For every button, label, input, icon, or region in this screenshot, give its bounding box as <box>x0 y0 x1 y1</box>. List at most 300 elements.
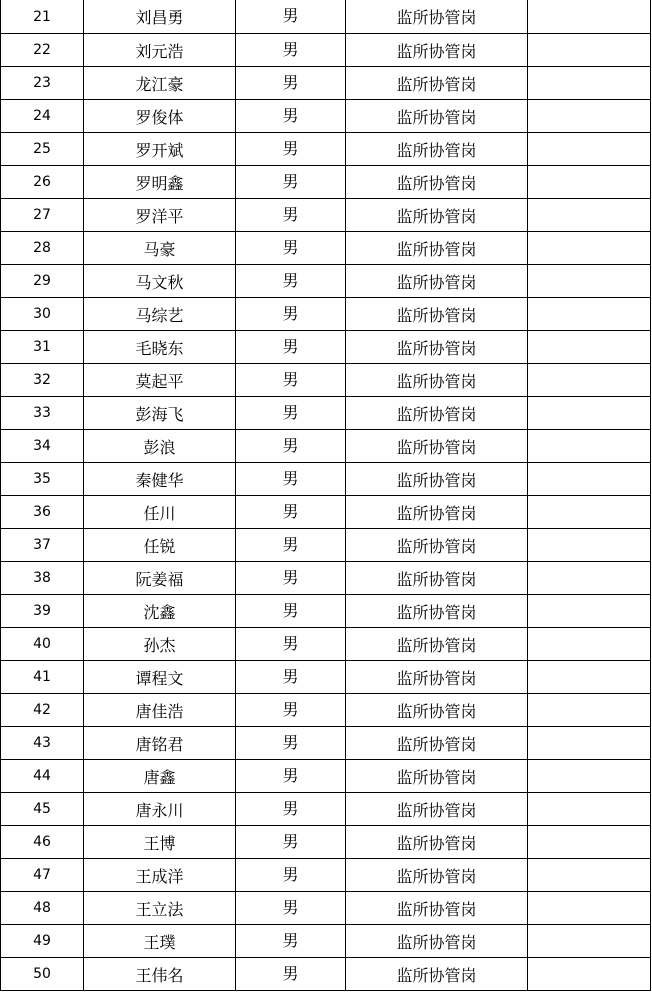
roster-table-body <box>1 0 651 991</box>
name-cell-text: 任锐 <box>143 536 176 556</box>
remark-cell <box>528 694 651 727</box>
post-cell-text: 监所协管岗 <box>396 503 477 523</box>
gender-cell-text: 男 <box>282 732 299 752</box>
remark-cell <box>528 925 651 958</box>
table-row <box>1 958 651 991</box>
name-cell <box>84 859 236 892</box>
post-cell <box>346 925 528 958</box>
gender-cell <box>236 265 346 298</box>
post-cell-text: 监所协管岗 <box>396 239 477 259</box>
row-number-cell <box>1 331 84 364</box>
table-row <box>1 430 651 463</box>
name-cell-text: 罗俊体 <box>135 107 184 127</box>
row-number-cell-text: 39 <box>33 603 51 619</box>
row-number-cell-text: 44 <box>33 768 51 784</box>
post-cell <box>346 496 528 529</box>
row-number-cell <box>1 166 84 199</box>
row-number-cell-text: 40 <box>33 636 51 652</box>
table-row <box>1 199 651 232</box>
row-number-cell <box>1 826 84 859</box>
gender-cell <box>236 958 346 991</box>
name-cell <box>84 34 236 67</box>
remark-cell <box>528 67 651 100</box>
gender-cell <box>236 67 346 100</box>
post-cell-text: 监所协管岗 <box>396 767 477 787</box>
name-cell <box>84 694 236 727</box>
row-number-cell-text: 42 <box>33 702 51 718</box>
post-cell-text: 监所协管岗 <box>396 833 477 853</box>
name-cell <box>84 958 236 991</box>
row-number-cell <box>1 859 84 892</box>
post-cell-text: 监所协管岗 <box>396 272 477 292</box>
gender-cell <box>236 397 346 430</box>
gender-cell <box>236 826 346 859</box>
table-row <box>1 727 651 760</box>
gender-cell <box>236 331 346 364</box>
name-cell <box>84 364 236 397</box>
row-number-cell-text: 31 <box>33 339 51 355</box>
name-cell-text: 龙江豪 <box>135 74 184 94</box>
post-cell-text: 监所协管岗 <box>396 899 477 919</box>
gender-cell <box>236 661 346 694</box>
row-number-cell-text: 36 <box>33 504 51 520</box>
post-cell <box>346 397 528 430</box>
remark-cell <box>528 826 651 859</box>
table-row <box>1 628 651 661</box>
name-cell <box>84 265 236 298</box>
row-number-cell <box>1 958 84 991</box>
post-cell <box>346 133 528 166</box>
row-number-cell <box>1 265 84 298</box>
post-cell <box>346 430 528 463</box>
gender-cell-text: 男 <box>282 897 299 917</box>
gender-cell-text: 男 <box>282 6 299 25</box>
table-row <box>1 595 651 628</box>
table-row <box>1 859 651 892</box>
row-number-cell-text: 26 <box>33 174 51 190</box>
remark-cell <box>528 760 651 793</box>
gender-cell <box>236 859 346 892</box>
post-cell-text: 监所协管岗 <box>396 371 477 391</box>
gender-cell <box>236 595 346 628</box>
gender-cell <box>236 760 346 793</box>
gender-cell-text: 男 <box>282 105 299 125</box>
gender-cell <box>236 166 346 199</box>
gender-cell <box>236 562 346 595</box>
row-number-cell-text: 28 <box>33 240 51 256</box>
row-number-cell-text: 35 <box>33 471 51 487</box>
post-cell-text: 监所协管岗 <box>396 41 477 61</box>
name-cell <box>84 760 236 793</box>
post-cell <box>346 562 528 595</box>
table-row <box>1 760 651 793</box>
row-number-cell <box>1 496 84 529</box>
gender-cell-text: 男 <box>282 798 299 818</box>
name-cell-text: 唐佳浩 <box>135 701 184 721</box>
table-row <box>1 166 651 199</box>
post-cell <box>346 232 528 265</box>
row-number-cell <box>1 562 84 595</box>
post-cell-text: 监所协管岗 <box>396 74 477 94</box>
post-cell <box>346 595 528 628</box>
post-cell-text: 监所协管岗 <box>396 800 477 820</box>
table-row <box>1 826 651 859</box>
remark-cell <box>528 133 651 166</box>
name-cell-text: 马综艺 <box>135 305 184 325</box>
remark-cell <box>528 331 651 364</box>
row-number-cell-text: 48 <box>33 900 51 916</box>
gender-cell-text: 男 <box>282 600 299 620</box>
row-number-cell-text: 49 <box>33 933 51 949</box>
remark-cell <box>528 892 651 925</box>
name-cell-text: 罗开斌 <box>135 140 184 160</box>
name-cell-text: 刘昌勇 <box>135 8 184 27</box>
gender-cell <box>236 628 346 661</box>
row-number-cell-text: 32 <box>33 372 51 388</box>
name-cell <box>84 67 236 100</box>
name-cell <box>84 925 236 958</box>
name-cell <box>84 727 236 760</box>
post-cell-text: 监所协管岗 <box>396 734 477 754</box>
gender-cell <box>236 199 346 232</box>
name-cell-text: 马文秋 <box>135 272 184 292</box>
remark-cell <box>528 958 651 991</box>
row-number-cell-text: 24 <box>33 108 51 124</box>
post-cell-text: 监所协管岗 <box>396 635 477 655</box>
remark-cell <box>528 661 651 694</box>
gender-cell <box>236 925 346 958</box>
name-cell <box>84 892 236 925</box>
name-cell-text: 唐永川 <box>135 800 184 820</box>
row-number-cell <box>1 892 84 925</box>
row-number-cell <box>1 661 84 694</box>
table-row <box>1 67 651 100</box>
name-cell <box>84 133 236 166</box>
gender-cell-text: 男 <box>282 138 299 158</box>
gender-cell <box>236 34 346 67</box>
name-cell <box>84 199 236 232</box>
row-number-cell <box>1 199 84 232</box>
row-number-cell <box>1 430 84 463</box>
post-cell-text: 监所协管岗 <box>396 701 477 721</box>
remark-cell <box>528 793 651 826</box>
name-cell <box>84 661 236 694</box>
row-number-cell <box>1 34 84 67</box>
name-cell <box>84 232 236 265</box>
remark-cell <box>528 496 651 529</box>
row-number-cell <box>1 463 84 496</box>
row-number-cell-text: 25 <box>33 141 51 157</box>
table-row <box>1 496 651 529</box>
gender-cell-text: 男 <box>282 765 299 785</box>
name-cell <box>84 397 236 430</box>
remark-cell <box>528 298 651 331</box>
name-cell-text: 彭海飞 <box>135 404 184 424</box>
row-number-cell <box>1 595 84 628</box>
remark-cell <box>528 430 651 463</box>
table-row <box>1 34 651 67</box>
row-number-cell <box>1 529 84 562</box>
gender-cell <box>236 133 346 166</box>
gender-cell <box>236 892 346 925</box>
remark-cell <box>528 265 651 298</box>
table-row <box>1 100 651 133</box>
row-number-cell <box>1 694 84 727</box>
post-cell-text: 监所协管岗 <box>396 569 477 589</box>
gender-cell-text: 男 <box>282 534 299 554</box>
name-cell <box>84 463 236 496</box>
table-row <box>1 133 651 166</box>
gender-cell <box>236 727 346 760</box>
name-cell-text: 任川 <box>143 503 176 523</box>
table-row <box>1 925 651 958</box>
row-number-cell-text: 46 <box>33 834 51 850</box>
table-row <box>1 265 651 298</box>
post-cell <box>346 793 528 826</box>
table-row <box>1 694 651 727</box>
row-number-cell-text: 30 <box>33 306 51 322</box>
gender-cell <box>236 793 346 826</box>
table-row <box>1 529 651 562</box>
gender-cell <box>236 430 346 463</box>
remark-cell <box>528 364 651 397</box>
gender-cell-text: 男 <box>282 204 299 224</box>
row-number-cell <box>1 925 84 958</box>
row-number-cell-text: 23 <box>33 75 51 91</box>
table-row <box>1 397 651 430</box>
gender-cell-text: 男 <box>282 303 299 323</box>
post-cell-text: 监所协管岗 <box>396 668 477 688</box>
row-number-cell-text: 38 <box>33 570 51 586</box>
name-cell <box>84 826 236 859</box>
remark-cell <box>528 529 651 562</box>
name-cell <box>84 298 236 331</box>
post-cell-text: 监所协管岗 <box>396 965 477 985</box>
post-cell <box>346 199 528 232</box>
post-cell-text: 监所协管岗 <box>396 107 477 127</box>
remark-cell <box>528 100 651 133</box>
remark-cell <box>528 397 651 430</box>
gender-cell-text: 男 <box>282 831 299 851</box>
gender-cell-text: 男 <box>282 72 299 92</box>
table-row <box>1 232 651 265</box>
post-cell <box>346 166 528 199</box>
row-number-cell-text: 21 <box>33 8 51 25</box>
post-cell <box>346 364 528 397</box>
post-cell <box>346 0 528 34</box>
row-number-cell-text: 22 <box>33 42 51 58</box>
row-number-cell-text: 29 <box>33 273 51 289</box>
gender-cell-text: 男 <box>282 501 299 521</box>
post-cell-text: 监所协管岗 <box>396 932 477 952</box>
remark-cell <box>528 166 651 199</box>
row-number-cell-text: 50 <box>33 966 51 982</box>
name-cell-text: 孙杰 <box>143 635 176 655</box>
remark-cell <box>528 463 651 496</box>
row-number-cell <box>1 628 84 661</box>
gender-cell-text: 男 <box>282 864 299 884</box>
post-cell-text: 监所协管岗 <box>396 470 477 490</box>
gender-cell-text: 男 <box>282 633 299 653</box>
gender-cell-text: 男 <box>282 336 299 356</box>
table-row <box>1 463 651 496</box>
remark-cell <box>528 232 651 265</box>
name-cell <box>84 0 236 34</box>
post-cell <box>346 826 528 859</box>
gender-cell-text: 男 <box>282 402 299 422</box>
name-cell-text: 王立法 <box>135 899 184 919</box>
row-number-cell <box>1 760 84 793</box>
post-cell-text: 监所协管岗 <box>396 536 477 556</box>
name-cell-text: 阮姜福 <box>135 569 184 589</box>
post-cell <box>346 67 528 100</box>
name-cell-text: 罗明鑫 <box>135 173 184 193</box>
post-cell-text: 监所协管岗 <box>396 602 477 622</box>
name-cell-text: 彭浪 <box>143 437 176 457</box>
name-cell <box>84 496 236 529</box>
name-cell-text: 王璞 <box>143 932 176 952</box>
post-cell <box>346 958 528 991</box>
post-cell-text: 监所协管岗 <box>396 206 477 226</box>
gender-cell-text: 男 <box>282 237 299 257</box>
name-cell <box>84 529 236 562</box>
row-number-cell <box>1 67 84 100</box>
post-cell <box>346 661 528 694</box>
name-cell-text: 莫起平 <box>135 371 184 391</box>
gender-cell-text: 男 <box>282 171 299 191</box>
name-cell <box>84 331 236 364</box>
remark-cell <box>528 34 651 67</box>
post-cell <box>346 265 528 298</box>
name-cell-text: 毛晓东 <box>135 338 184 358</box>
post-cell-text: 监所协管岗 <box>396 338 477 358</box>
name-cell-text: 王博 <box>143 833 176 853</box>
name-cell <box>84 430 236 463</box>
post-cell <box>346 298 528 331</box>
remark-cell <box>528 628 651 661</box>
post-cell-text: 监所协管岗 <box>396 437 477 457</box>
table-row <box>1 562 651 595</box>
name-cell-text: 刘元浩 <box>135 41 184 61</box>
gender-cell-text: 男 <box>282 666 299 686</box>
name-cell-text: 唐铭君 <box>135 734 184 754</box>
gender-cell-text: 男 <box>282 567 299 587</box>
gender-cell-text: 男 <box>282 39 299 59</box>
post-cell-text: 监所协管岗 <box>396 305 477 325</box>
post-cell-text: 监所协管岗 <box>396 140 477 160</box>
gender-cell <box>236 364 346 397</box>
post-cell-text: 监所协管岗 <box>396 8 477 27</box>
row-number-cell <box>1 364 84 397</box>
name-cell-text: 王成洋 <box>135 866 184 886</box>
remark-cell <box>528 199 651 232</box>
gender-cell-text: 男 <box>282 930 299 950</box>
gender-cell-text: 男 <box>282 699 299 719</box>
gender-cell-text: 男 <box>282 468 299 488</box>
post-cell <box>346 694 528 727</box>
post-cell <box>346 529 528 562</box>
gender-cell-text: 男 <box>282 963 299 983</box>
gender-cell <box>236 463 346 496</box>
gender-cell-text: 男 <box>282 369 299 389</box>
name-cell-text: 谭程文 <box>135 668 184 688</box>
post-cell <box>346 628 528 661</box>
row-number-cell <box>1 397 84 430</box>
row-number-cell-text: 33 <box>33 405 51 421</box>
name-cell-text: 秦健华 <box>135 470 184 490</box>
post-cell-text: 监所协管岗 <box>396 404 477 424</box>
remark-cell <box>528 562 651 595</box>
gender-cell-text: 男 <box>282 270 299 290</box>
gender-cell <box>236 0 346 34</box>
post-cell <box>346 34 528 67</box>
name-cell-text: 王伟名 <box>135 965 184 985</box>
row-number-cell <box>1 100 84 133</box>
name-cell-text: 马豪 <box>143 239 176 259</box>
row-number-cell <box>1 298 84 331</box>
gender-cell <box>236 529 346 562</box>
post-cell <box>346 463 528 496</box>
gender-cell <box>236 298 346 331</box>
post-cell-text: 监所协管岗 <box>396 173 477 193</box>
row-number-cell-text: 41 <box>33 669 51 685</box>
table-row <box>1 298 651 331</box>
post-cell <box>346 727 528 760</box>
post-cell-text: 监所协管岗 <box>396 866 477 886</box>
row-number-cell <box>1 793 84 826</box>
gender-cell <box>236 100 346 133</box>
gender-cell-text: 男 <box>282 435 299 455</box>
post-cell <box>346 760 528 793</box>
post-cell <box>346 100 528 133</box>
row-number-cell-text: 27 <box>33 207 51 223</box>
gender-cell <box>236 232 346 265</box>
name-cell <box>84 100 236 133</box>
row-number-cell-text: 43 <box>33 735 51 751</box>
table-row <box>1 0 651 34</box>
table-row <box>1 892 651 925</box>
row-number-cell-text: 45 <box>33 801 51 817</box>
name-cell <box>84 793 236 826</box>
gender-cell <box>236 694 346 727</box>
row-number-cell <box>1 0 84 34</box>
row-number-cell <box>1 133 84 166</box>
table-row <box>1 331 651 364</box>
table-row <box>1 364 651 397</box>
remark-cell <box>528 0 651 34</box>
name-cell <box>84 595 236 628</box>
table-row <box>1 793 651 826</box>
name-cell <box>84 562 236 595</box>
name-cell-text: 唐鑫 <box>143 767 176 787</box>
name-cell-text: 沈鑫 <box>143 602 176 622</box>
remark-cell <box>528 859 651 892</box>
row-number-cell-text: 34 <box>33 438 51 454</box>
remark-cell <box>528 595 651 628</box>
row-number-cell <box>1 727 84 760</box>
remark-cell <box>528 727 651 760</box>
post-cell <box>346 859 528 892</box>
row-number-cell <box>1 232 84 265</box>
gender-cell <box>236 496 346 529</box>
row-number-cell-text: 37 <box>33 537 51 553</box>
row-number-cell-text: 47 <box>33 867 51 883</box>
name-cell-text: 罗洋平 <box>135 206 184 226</box>
table-row <box>1 661 651 694</box>
name-cell <box>84 628 236 661</box>
name-cell <box>84 166 236 199</box>
post-cell <box>346 331 528 364</box>
